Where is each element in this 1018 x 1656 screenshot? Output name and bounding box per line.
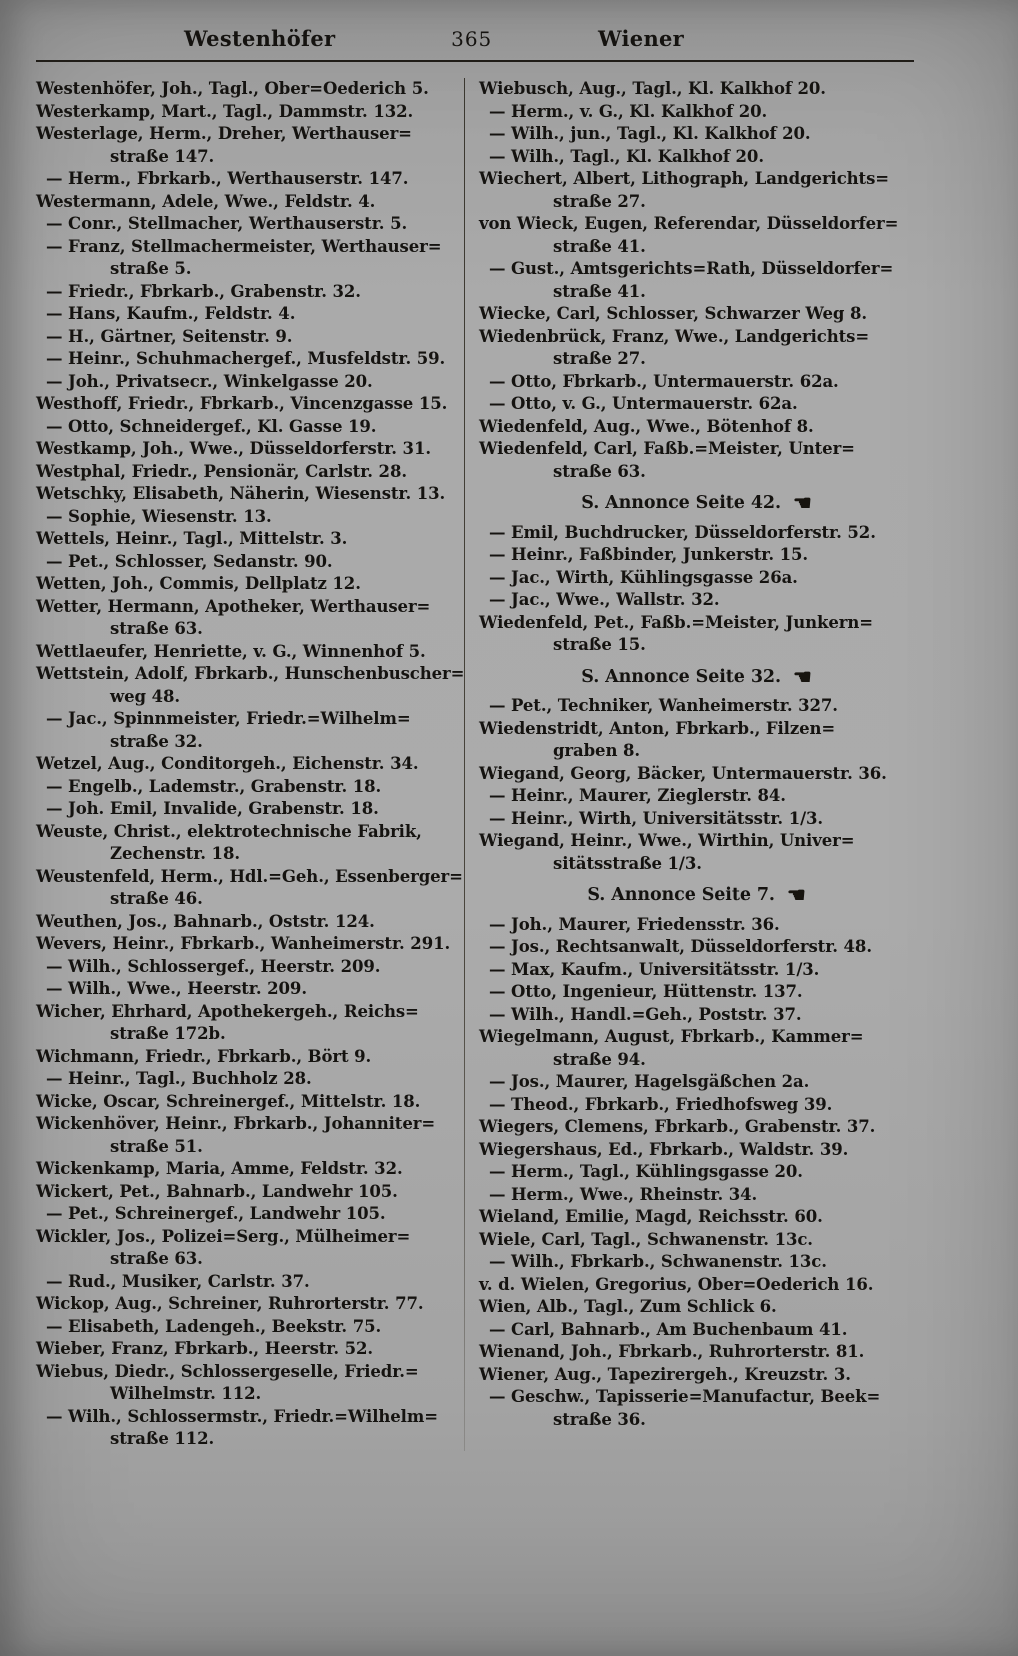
entry-text: Weuthen, Jos., Bahnarb., Oststr. 124. — [36, 911, 375, 931]
entry-text: Wickert, Pet., Bahnarb., Landwehr 105. — [36, 1181, 398, 1201]
entry-text: — Jac., Spinnmeister, Friedr.=Wilhelm= — [46, 709, 411, 728]
entry-text: Wettels, Heinr., Tagl., Mittelstr. 3. — [36, 529, 348, 548]
column-left — [36, 78, 465, 1451]
entry-text: straße 27. — [553, 349, 646, 368]
directory-entry-line — [479, 853, 914, 876]
directory-entry-line — [36, 573, 460, 596]
directory-entry-line — [479, 1229, 914, 1252]
entry-text: Wickler, Jos., Polizei=Serg., Mülheimer= — [36, 1226, 411, 1246]
directory-entry-line — [479, 1094, 914, 1117]
directory-entry-line — [36, 888, 460, 911]
entry-text: — Hans, Kaufm., Feldstr. 4. — [46, 304, 296, 323]
entry-text: — Geschw., Tapisserie=Manufactur, Beek= — [489, 1387, 881, 1406]
entry-text: — Herm., Wwe., Rheinstr. 34. — [489, 1184, 758, 1204]
directory-entry-line — [479, 1116, 914, 1139]
directory-entry-line — [36, 663, 465, 686]
directory-entry-line — [36, 843, 460, 866]
directory-entry-line — [36, 1023, 460, 1046]
directory-entry-line — [36, 1001, 460, 1024]
directory-entry-line — [36, 1068, 460, 1091]
directory-entry-line — [479, 544, 914, 567]
directory-entry-line — [36, 371, 460, 394]
entry-text: — Engelb., Lademstr., Grabenstr. 18. — [46, 776, 382, 796]
directory-entry-line — [479, 1319, 914, 1342]
directory-entry-line — [479, 1274, 914, 1297]
directory-entry-line — [36, 1091, 460, 1114]
directory-entry-line — [36, 281, 460, 304]
manicule-icon: ☚ — [792, 490, 812, 515]
entry-text: — Theod., Fbrkarb., Friedhofsweg 39. — [489, 1094, 833, 1114]
directory-entry-line — [479, 123, 914, 146]
header-guide-word-right: Wiener — [598, 26, 685, 51]
entry-text: — Elisabeth, Ladengeh., Beekstr. 75. — [46, 1316, 382, 1336]
directory-entry-line — [36, 596, 460, 619]
directory-entry-line — [479, 236, 914, 259]
directory-entry-line — [36, 416, 460, 439]
directory-columns — [36, 78, 914, 1451]
entry-text: — Wilh., Wwe., Heerstr. 209. — [46, 979, 307, 998]
entry-text: straße 63. — [553, 461, 646, 481]
entry-text: straße 15. — [553, 635, 646, 654]
directory-entry-line — [479, 191, 914, 214]
column-right — [465, 78, 914, 1451]
entry-text: straße 172b. — [110, 1024, 226, 1043]
directory-entry-line — [36, 348, 460, 371]
entry-text: straße 32. — [110, 731, 203, 751]
directory-entry-line — [36, 438, 460, 461]
entry-text: straße 5. — [110, 259, 192, 278]
entry-text: straße 112. — [110, 1429, 215, 1448]
directory-entry-line — [36, 78, 460, 101]
directory-entry-line — [36, 1406, 460, 1429]
directory-entry-line — [36, 1338, 460, 1361]
directory-entry-line — [36, 168, 460, 191]
entry-text: Wiedenfeld, Carl, Faßb.=Meister, Unter= — [479, 439, 855, 458]
directory-entry-line — [479, 785, 914, 808]
directory-entry-line — [36, 1428, 460, 1451]
entry-text: — Otto, Ingenieur, Hüttenstr. 137. — [489, 982, 803, 1001]
directory-entry-line — [36, 1361, 460, 1384]
directory-entry-line — [479, 612, 914, 635]
entry-text: v. d. Wielen, Gregorius, Ober=Oederich 16. — [479, 1274, 874, 1294]
directory-entry-line — [36, 821, 460, 844]
annonce-text: S. Annonce Seite 7. — [587, 885, 775, 905]
entry-text: — Heinr., Faßbinder, Junkerstr. 15. — [489, 545, 809, 564]
directory-entry-line — [479, 936, 914, 959]
entry-text: straße 63. — [110, 1249, 203, 1268]
directory-entry-line — [479, 168, 914, 191]
directory-entry-line — [479, 258, 914, 281]
entry-text: — Heinr., Schuhmachergef., Musfeldstr. 59. — [46, 349, 446, 368]
directory-entry-line — [479, 634, 914, 657]
entry-text: Wiegand, Georg, Bäcker, Untermauerstr. 36. — [479, 763, 887, 783]
directory-entry-line — [479, 1049, 914, 1072]
manicule-icon: ☚ — [792, 663, 812, 689]
directory-entry-line — [479, 1184, 914, 1207]
entry-text: Wiegers, Clemens, Fbrkarb., Grabenstr. 37. — [479, 1117, 876, 1136]
directory-entry-line — [479, 763, 914, 786]
entry-text: — Joh., Maurer, Friedensstr. 36. — [489, 914, 780, 934]
directory-entry-line — [479, 740, 914, 763]
entry-text: Wiele, Carl, Tagl., Schwanenstr. 13c. — [479, 1229, 813, 1249]
entry-text: Zechenstr. 18. — [110, 844, 240, 863]
entry-text: — Herm., v. G., Kl. Kalkhof 20. — [489, 101, 768, 121]
directory-entry-line — [36, 708, 460, 731]
entry-text: — Herm., Tagl., Kühlingsgasse 20. — [489, 1162, 803, 1181]
entry-text: straße 46. — [110, 889, 203, 908]
directory-entry-line — [479, 1026, 914, 1049]
directory-entry-line — [479, 416, 914, 439]
annonce-text: S. Annonce Seite 42. — [581, 493, 781, 513]
entry-text: — H., Gärtner, Seitenstr. 9. — [46, 326, 293, 346]
directory-entry-line — [36, 1203, 460, 1226]
page-header — [36, 24, 914, 58]
directory-entry-line — [36, 191, 460, 214]
entry-text: Wienand, Joh., Fbrkarb., Ruhrorterstr. 81. — [479, 1342, 865, 1361]
directory-entry-line — [479, 589, 914, 612]
page-number: 365 — [451, 27, 493, 51]
entry-text: Westphal, Friedr., Pensionär, Carlstr. 28. — [36, 461, 407, 481]
entry-text: Weustenfeld, Herm., Hdl.=Geh., Essenberger= — [36, 866, 463, 886]
entry-text: — Joh., Privatsecr., Winkelgasse 20. — [46, 371, 373, 391]
entry-text: von Wieck, Eugen, Referendar, Düsseldorfer= — [479, 214, 899, 233]
entry-text: — Max, Kaufm., Universitätsstr. 1/3. — [489, 959, 820, 979]
directory-entry-line — [36, 1181, 460, 1204]
entry-text: Wilhelmstr. 112. — [110, 1384, 262, 1403]
directory-entry-line — [479, 1364, 914, 1387]
entry-text: straße 41. — [553, 281, 646, 301]
entry-text: — Otto, v. G., Untermauerstr. 62a. — [489, 394, 798, 413]
directory-entry-line — [479, 371, 914, 394]
directory-entry-line — [36, 258, 460, 281]
entry-text: — Friedr., Fbrkarb., Grabenstr. 32. — [46, 281, 361, 301]
directory-entry-line — [479, 830, 914, 853]
entry-text: Wiegand, Heinr., Wwe., Wirthin, Univer= — [479, 831, 855, 850]
directory-entry-line — [479, 914, 914, 937]
entry-text: — Heinr., Maurer, Zieglerstr. 84. — [489, 786, 786, 805]
entry-text: Wetschky, Elisabeth, Näherin, Wiesenstr. 13. — [36, 484, 446, 503]
directory-entry-line — [479, 1341, 914, 1364]
entry-text: Westerkamp, Mart., Tagl., Dammstr. 132. — [36, 101, 414, 121]
entry-text: Wiebusch, Aug., Tagl., Kl. Kalkhof 20. — [479, 79, 826, 98]
directory-entry-line — [479, 213, 914, 236]
directory-entry-line — [36, 1113, 460, 1136]
entry-text: — Jos., Maurer, Hagelsgäßchen 2a. — [489, 1072, 810, 1091]
directory-entry-line — [479, 1161, 914, 1184]
entry-text: Westerlage, Herm., Dreher, Werthauser= — [36, 124, 412, 143]
directory-entry-line — [36, 393, 460, 416]
entry-text: — Gust., Amtsgerichts=Rath, Düsseldorfer= — [489, 259, 894, 278]
directory-entry-line — [36, 101, 460, 124]
entry-text: Wettstein, Adolf, Fbrkarb., Hunschenbuscher= — [36, 664, 465, 683]
directory-entry-line — [36, 551, 460, 574]
directory-entry-line — [36, 483, 460, 506]
entry-text: Wiechert, Albert, Lithograph, Landgerichts= — [479, 169, 889, 188]
entry-text: — Wilh., Handl.=Geh., Poststr. 37. — [489, 1004, 802, 1024]
entry-text: Wiener, Aug., Tapezirergeh., Kreuzstr. 3. — [479, 1364, 851, 1384]
directory-entry-line — [36, 146, 460, 169]
directory-entry-line — [479, 1296, 914, 1319]
entry-text: Wickop, Aug., Schreiner, Ruhrorterstr. 77. — [36, 1294, 424, 1313]
directory-entry-line — [36, 326, 460, 349]
directory-entry-line — [36, 1248, 460, 1271]
entry-text: — Franz, Stellmachermeister, Werthauser= — [46, 236, 442, 256]
entry-text: Westhoff, Friedr., Fbrkarb., Vincenzgasse 15. — [36, 394, 448, 413]
directory-entry-line — [479, 348, 914, 371]
entry-text: straße 63. — [110, 619, 203, 638]
directory-entry-line — [36, 506, 460, 529]
directory-entry-line — [36, 1293, 460, 1316]
directory-entry-line — [479, 393, 914, 416]
entry-text: Wien, Alb., Tagl., Zum Schlick 6. — [479, 1297, 777, 1316]
directory-entry-line — [36, 236, 460, 259]
directory-entry-line — [479, 438, 914, 461]
entry-text: — Pet., Techniker, Wanheimerstr. 327. — [489, 696, 838, 715]
entry-text: Wickenhöver, Heinr., Fbrkarb., Johanniter= — [36, 1114, 436, 1133]
entry-text: — Herm., Fbrkarb., Werthauserstr. 147. — [46, 169, 409, 188]
entry-text: — Conr., Stellmacher, Werthauserstr. 5. — [46, 214, 408, 233]
entry-text: Wiecke, Carl, Schlosser, Schwarzer Weg 8. — [479, 304, 867, 323]
directory-entry-line — [479, 146, 914, 169]
directory-entry-line — [36, 1046, 460, 1069]
directory-entry-line — [479, 1386, 914, 1409]
entry-text: straße 147. — [110, 146, 215, 166]
entry-text: straße 41. — [553, 236, 646, 256]
entry-text: straße 27. — [553, 191, 646, 211]
entry-text: — Otto, Schneidergef., Kl. Gasse 19. — [46, 416, 377, 436]
annonce-line — [479, 663, 914, 689]
directory-entry-line — [479, 1071, 914, 1094]
entry-text: — Pet., Schlosser, Sedanstr. 90. — [46, 551, 333, 571]
entry-text: Wiebus, Diedr., Schlossergeselle, Friedr.= — [36, 1361, 419, 1381]
directory-entry-line — [36, 461, 460, 484]
directory-entry-line — [36, 213, 460, 236]
directory-entry-line — [479, 461, 914, 484]
entry-text: — Rud., Musiker, Carlstr. 37. — [46, 1271, 310, 1291]
directory-entry-line — [479, 1139, 914, 1162]
entry-text: — Pet., Schreinergef., Landwehr 105. — [46, 1204, 386, 1223]
directory-entry-line — [479, 567, 914, 590]
directory-entry-line — [36, 776, 460, 799]
entry-text: Wetzel, Aug., Conditorgeh., Eichenstr. 34. — [36, 754, 419, 773]
directory-entry-line — [479, 1206, 914, 1229]
entry-text: Wevers, Heinr., Fbrkarb., Wanheimerstr. 291. — [36, 934, 451, 953]
directory-entry-line — [36, 933, 460, 956]
entry-text: graben 8. — [553, 741, 641, 760]
entry-text: Westenhöfer, Joh., Tagl., Ober=Oederich 5. — [36, 79, 429, 98]
directory-entry-line — [479, 1251, 914, 1274]
entry-text: straße 36. — [553, 1409, 646, 1429]
entry-text: straße 94. — [553, 1049, 646, 1069]
entry-text: — Heinr., Tagl., Buchholz 28. — [46, 1069, 312, 1088]
directory-entry-line — [36, 528, 460, 551]
directory-entry-line — [36, 1383, 460, 1406]
directory-entry-line — [36, 1136, 460, 1159]
entry-text: sitätsstraße 1/3. — [553, 853, 702, 873]
entry-text: Wetter, Hermann, Apotheker, Werthauser= — [36, 596, 431, 616]
entry-text: Wichmann, Friedr., Fbrkarb., Bört 9. — [36, 1046, 372, 1066]
directory-entry-line — [479, 78, 914, 101]
directory-entry-line — [479, 281, 914, 304]
directory-entry-line — [36, 866, 463, 889]
entry-text: — Wilh., jun., Tagl., Kl. Kalkhof 20. — [489, 124, 811, 143]
entry-text: — Joh. Emil, Invalide, Grabenstr. 18. — [46, 799, 379, 818]
entry-text: Wieland, Emilie, Magd, Reichsstr. 60. — [479, 1207, 823, 1226]
entry-text: Wieber, Franz, Fbrkarb., Heerstr. 52. — [36, 1339, 374, 1358]
directory-entry-line — [479, 303, 914, 326]
entry-text: Wettlaeufer, Henriette, v. G., Winnenhof 5. — [36, 641, 426, 661]
manicule-icon: ☚ — [786, 882, 806, 907]
directory-entry-line — [479, 522, 914, 545]
directory-entry-line — [36, 1316, 460, 1339]
annonce-line — [479, 492, 914, 515]
directory-entry-line — [479, 1409, 914, 1432]
entry-text: — Wilh., Schlossergef., Heerstr. 209. — [46, 956, 381, 976]
directory-entry-line — [36, 1226, 460, 1249]
directory-entry-line — [479, 695, 914, 718]
entry-text: weg 48. — [110, 686, 180, 706]
directory-entry-line — [36, 641, 460, 664]
entry-text: straße 51. — [110, 1136, 203, 1156]
directory-entry-line — [36, 1158, 460, 1181]
directory-entry-line — [36, 1271, 460, 1294]
header-guide-word-left: Westenhöfer — [184, 26, 336, 51]
annonce-text: S. Annonce Seite 32. — [581, 666, 781, 687]
entry-text: — Wilh., Tagl., Kl. Kalkhof 20. — [489, 146, 764, 166]
entry-text: — Sophie, Wiesenstr. 13. — [46, 506, 272, 526]
directory-entry-line — [36, 686, 460, 709]
directory-entry-line — [36, 731, 460, 754]
entry-text: Wiedenbrück, Franz, Wwe., Landgerichts= — [479, 326, 870, 346]
entry-text: Westermann, Adele, Wwe., Feldstr. 4. — [36, 191, 376, 211]
directory-entry-line — [479, 981, 914, 1004]
directory-entry-line — [36, 123, 460, 146]
directory-entry-line — [479, 1004, 914, 1027]
directory-entry-line — [36, 753, 460, 776]
entry-text: — Jac., Wwe., Wallstr. 32. — [489, 590, 720, 609]
entry-text: — Emil, Buchdrucker, Düsseldorferstr. 52. — [489, 522, 876, 542]
directory-entry-line — [36, 303, 460, 326]
directory-entry-line — [479, 718, 914, 741]
annonce-line — [479, 884, 914, 907]
entry-text: — Heinr., Wirth, Universitätsstr. 1/3. — [489, 808, 824, 828]
entry-text: Westkamp, Joh., Wwe., Düsseldorferstr. 31. — [36, 439, 431, 458]
directory-entry-line — [36, 618, 460, 641]
directory-entry-line — [479, 808, 914, 831]
entry-text: Weuste, Christ., elektrotechnische Fabrik, — [36, 821, 422, 841]
entry-text: — Wilh., Schlossermstr., Friedr.=Wilhelm= — [46, 1406, 438, 1426]
entry-text: Wiegelmann, August, Fbrkarb., Kammer= — [479, 1027, 864, 1046]
entry-text: — Wilh., Fbrkarb., Schwanenstr. 13c. — [489, 1252, 827, 1271]
directory-entry-line — [479, 101, 914, 124]
entry-text: — Otto, Fbrkarb., Untermauerstr. 62a. — [489, 371, 839, 391]
entry-text: Wicke, Oscar, Schreinergef., Mittelstr. 18. — [36, 1091, 421, 1111]
entry-text: Wiedenfeld, Pet., Faßb.=Meister, Junkern= — [479, 612, 873, 632]
directory-entry-line — [479, 959, 914, 982]
directory-entry-line — [479, 326, 914, 349]
entry-text: — Jac., Wirth, Kühlingsgasse 26a. — [489, 567, 798, 587]
directory-entry-line — [36, 978, 460, 1001]
entry-text: Wiegershaus, Ed., Fbrkarb., Waldstr. 39. — [479, 1139, 849, 1159]
entry-text: — Carl, Bahnarb., Am Buchenbaum 41. — [489, 1319, 848, 1339]
directory-entry-line — [36, 798, 460, 821]
entry-text: Wicher, Ehrhard, Apothekergeh., Reichs= — [36, 1001, 419, 1021]
entry-text: Wiedenfeld, Aug., Wwe., Bötenhof 8. — [479, 416, 814, 436]
header-rule — [36, 60, 914, 62]
entry-text: Wiedenstridt, Anton, Fbrkarb., Filzen= — [479, 718, 836, 738]
entry-text: Wetten, Joh., Commis, Dellplatz 12. — [36, 574, 361, 593]
entry-text: Wickenkamp, Maria, Amme, Feldstr. 32. — [36, 1159, 403, 1178]
entry-text: — Jos., Rechtsanwalt, Düsseldorferstr. 48. — [489, 937, 872, 956]
directory-entry-line — [36, 956, 460, 979]
directory-entry-line — [36, 911, 460, 934]
